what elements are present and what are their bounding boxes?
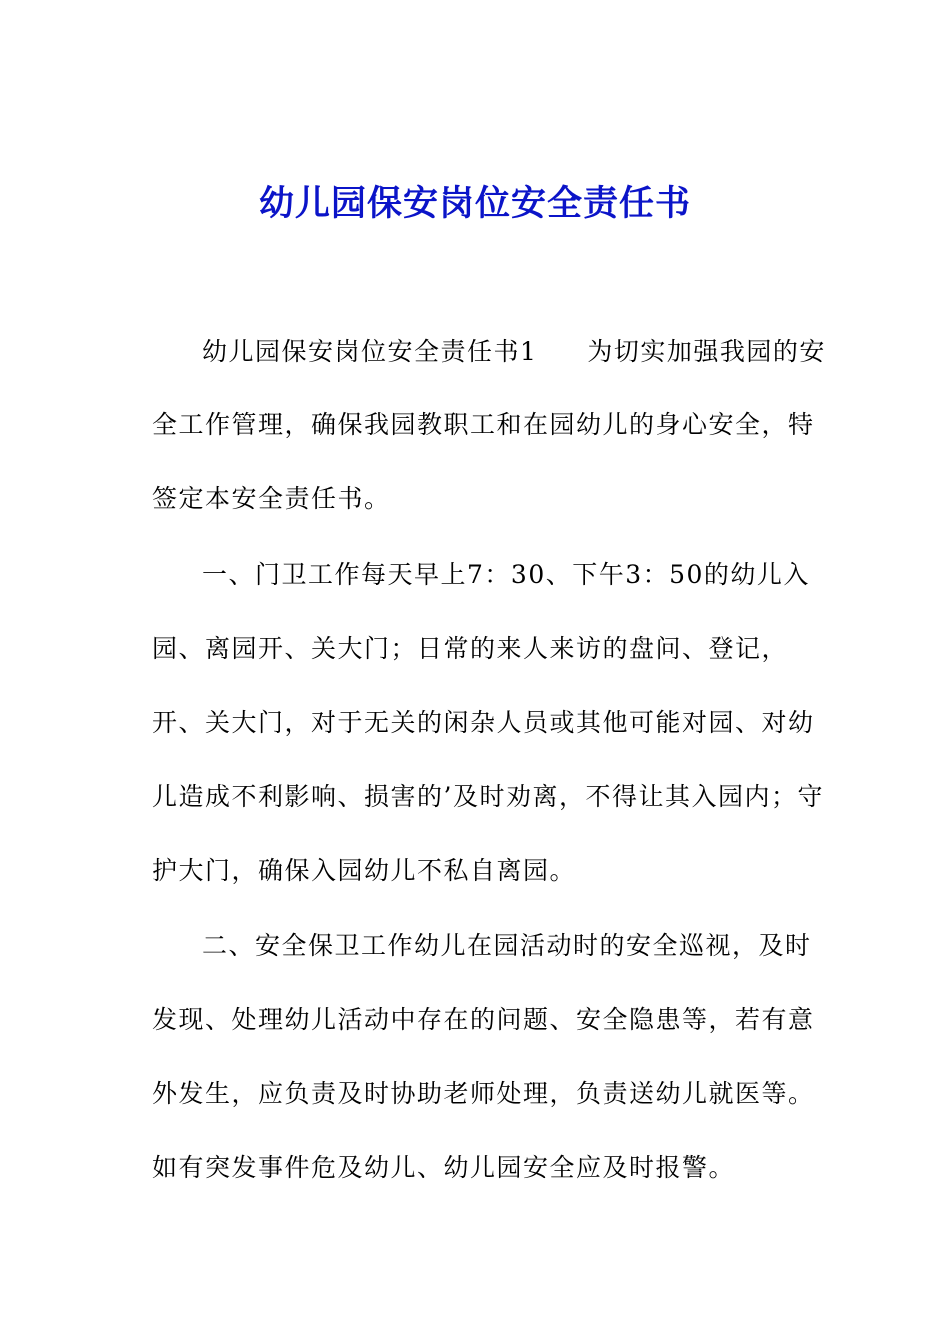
document-title: 幼儿园保安岗位安全责任书 [258,184,691,224]
paragraph-1-line-3: 签定本安全责任书。 [152,484,391,513]
paragraph-3-line-3: 外发生，应负责及时协助老师处理，负责送幼儿就医等。 [152,1079,815,1108]
paragraph-1-text: 为切实加强我园的安 [587,337,826,366]
paragraph-3-line-4: 如有突发事件危及幼儿、幼儿园安全应及时报警。 [152,1153,736,1182]
paragraph-3-line-1: 二、安全保卫工作幼儿在园活动时的安全巡视，及时 [202,931,812,960]
paragraph-2-line-3: 开、关大门，对于无关的闲杂人员或其他可能对园、对幼 [152,708,815,737]
paragraph-1-line-2: 全工作管理，确保我园教职工和在园幼儿的身心安全，特 [152,410,815,439]
paragraph-2-line-4: 儿造成不利影响、损害的’及时劝离，不得让其入园内；守 [152,782,824,811]
paragraph-3-line-2: 发现、处理幼儿活动中存在的问题、安全隐患等，若有意 [152,1005,815,1034]
paragraph-2-line-1: 一、门卫工作每天早上7：30、下午3：50的幼儿入 [202,560,810,589]
paragraph-1-heading: 幼儿园保安岗位安全责任书1 [202,337,538,366]
paragraph-2-line-2: 园、离园开、关大门；日常的来人来访的盘问、登记， [152,634,789,663]
paragraph-1-line-1 [202,328,826,376]
paragraph-2-line-5: 护大门，确保入园幼儿不私自离园。 [152,856,577,885]
